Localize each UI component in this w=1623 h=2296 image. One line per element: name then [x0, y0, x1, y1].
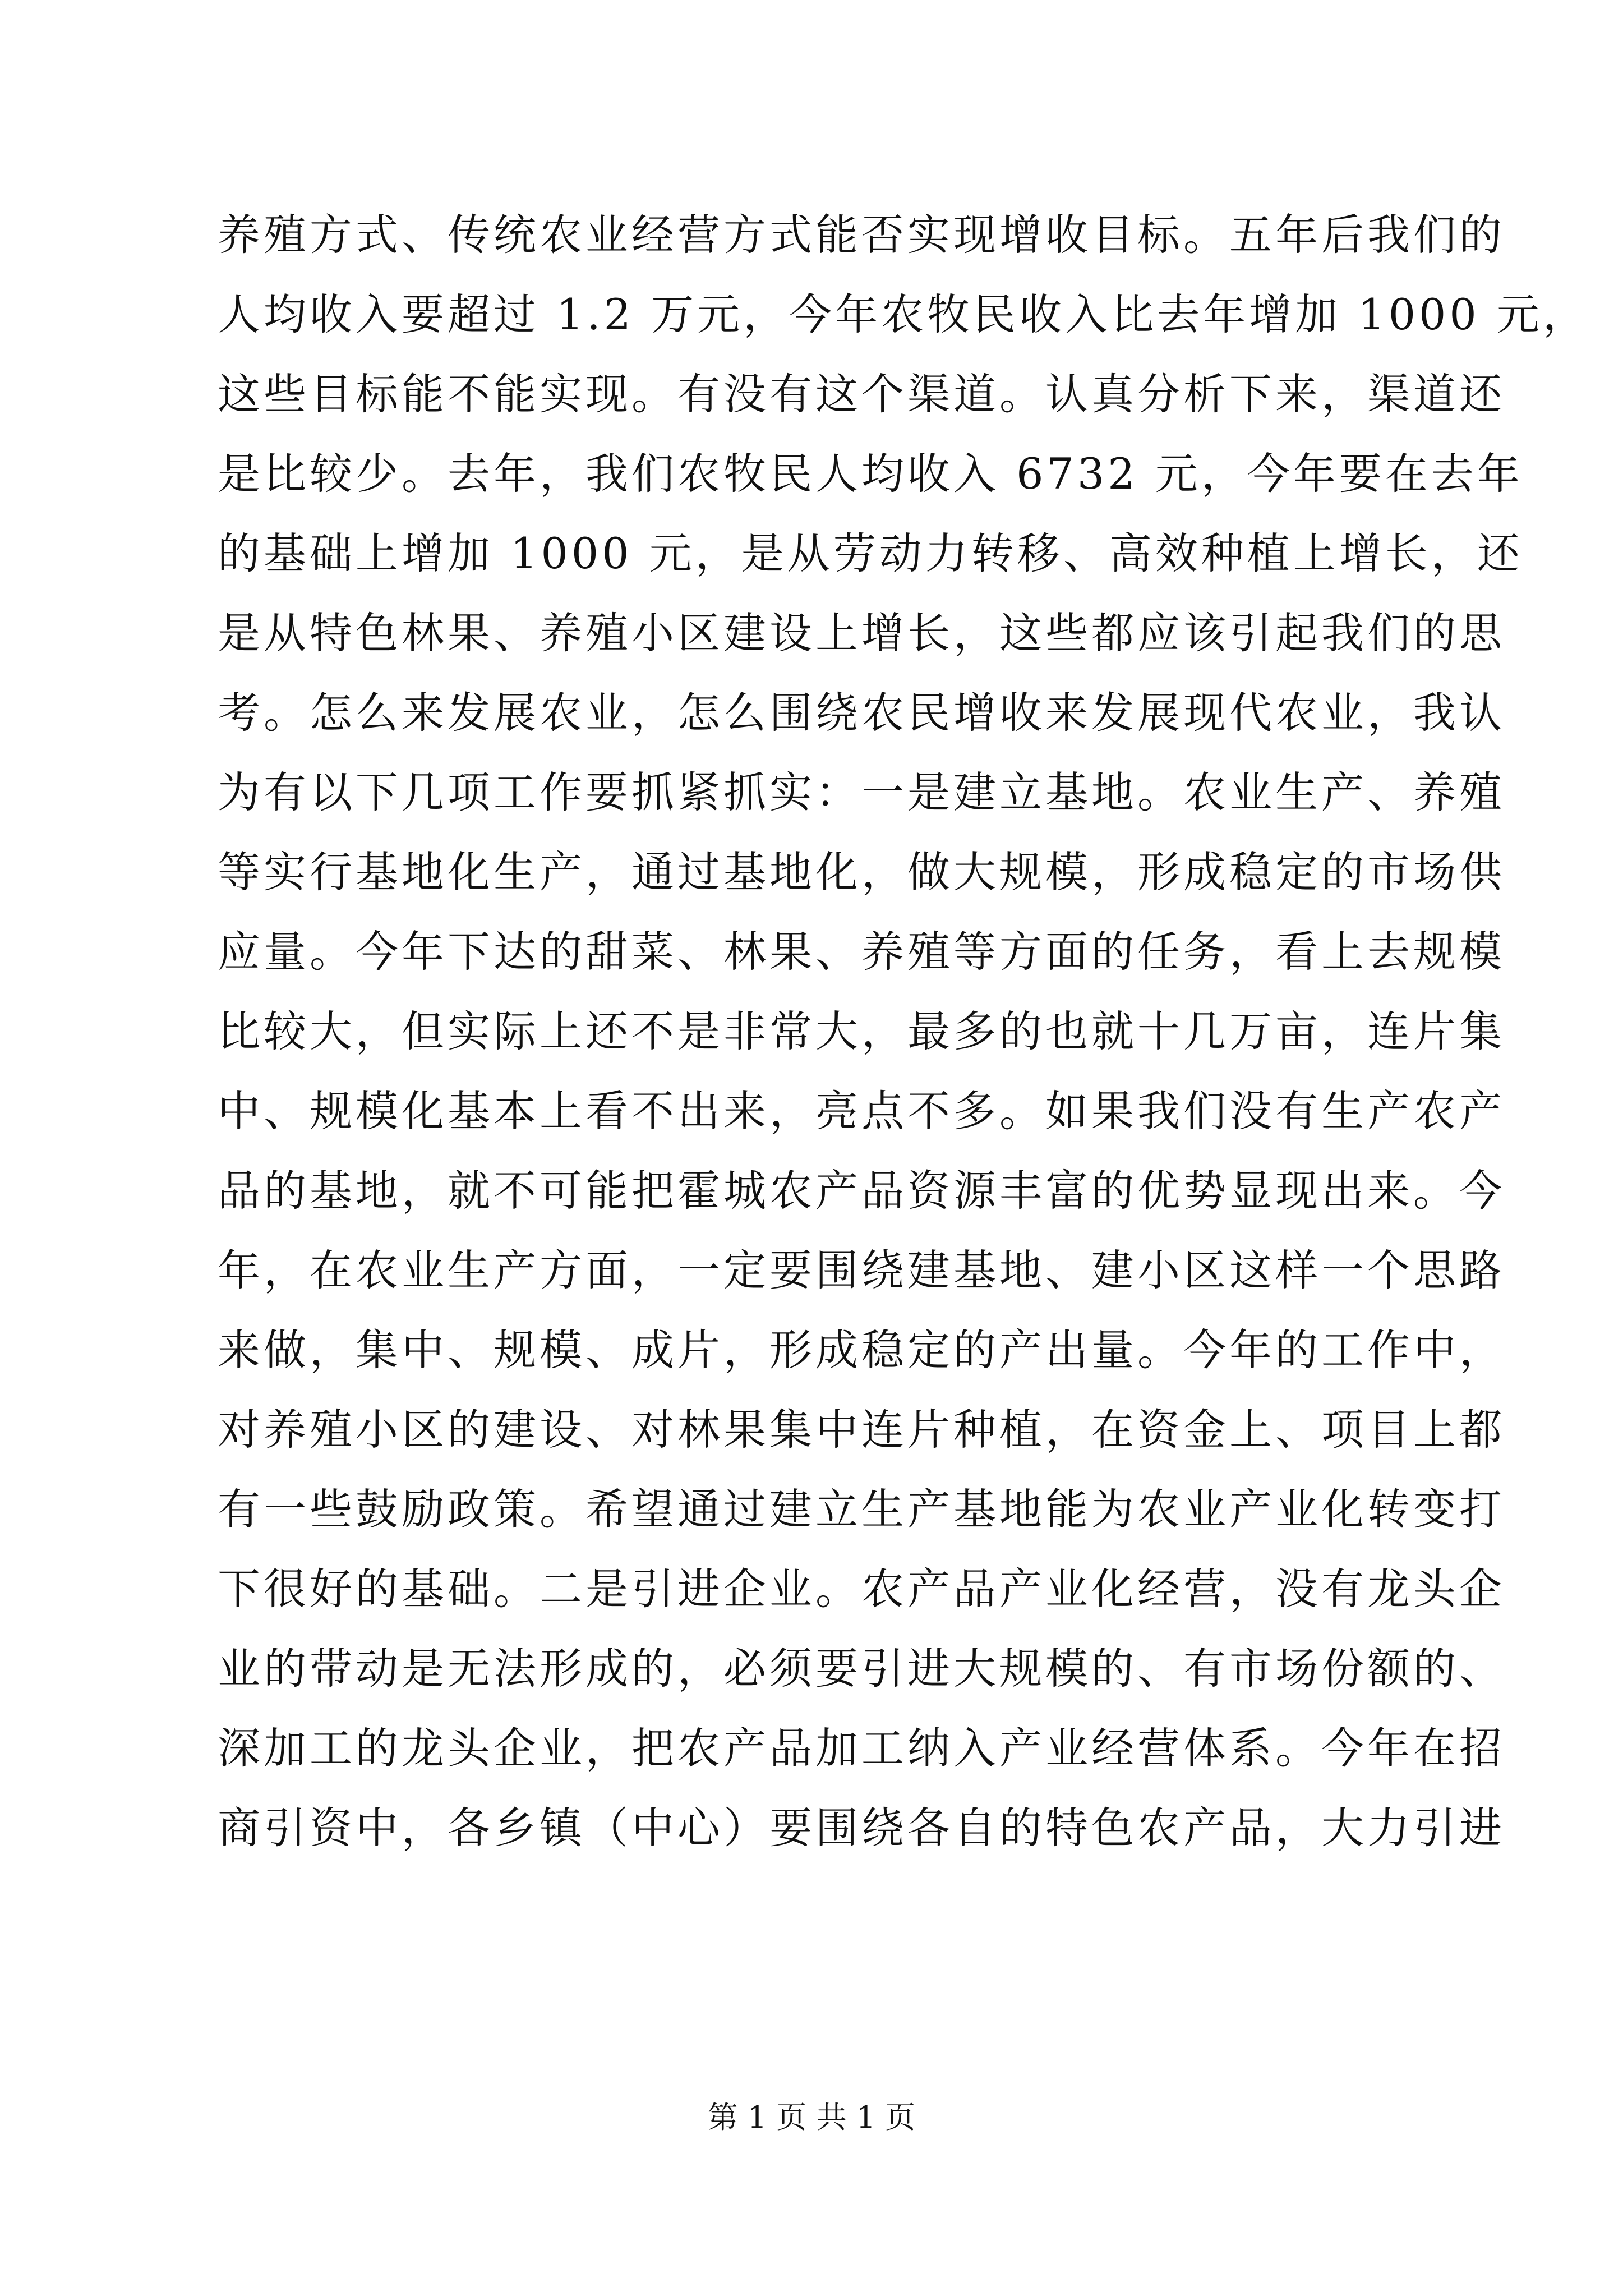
text-line: 的基础上增加 1000 元，是从劳动力转移、高效种植上增长，还: [218, 528, 1523, 578]
text-line: 业的带动是无法形成的，必须要引进大规模的、有市场份额的、: [218, 1644, 1505, 1694]
text-line: 是比较少。去年，我们农牧民人均收入 6732 元，今年要在去年: [218, 449, 1523, 499]
text-line: 品的基地，就不可能把霍城农产品资源丰富的优势显现出来。今: [218, 1166, 1505, 1216]
text-line: 是从特色林果、养殖小区建设上增长，这些都应该引起我们的思: [218, 608, 1505, 658]
text-line: 下很好的基础。二是引进企业。农产品产业化经营，没有龙头企: [218, 1564, 1505, 1614]
text-line: 等实行基地化生产，通过基地化，做大规模，形成稳定的市场供: [218, 847, 1505, 897]
text-line: 有一些鼓励政策。希望通过建立生产基地能为农业产业化转变打: [218, 1484, 1505, 1534]
text-line: 这些目标能不能实现。有没有这个渠道。认真分析下来，渠道还: [218, 369, 1505, 419]
text-line: 对养殖小区的建设、对林果集中连片种植，在资金上、项目上都: [218, 1405, 1505, 1455]
text-line: 比较大，但实际上还不是非常大，最多的也就十几万亩，连片集: [218, 1006, 1505, 1056]
text-line: 年，在农业生产方面，一定要围绕建基地、建小区这样一个思路: [218, 1245, 1505, 1295]
text-line: 为有以下几项工作要抓紧抓实：一是建立基地。农业生产、养殖: [218, 767, 1505, 817]
body-text: [218, 195, 1589, 1868]
text-line: 考。怎么来发展农业，怎么围绕农民增收来发展现代农业，我认: [218, 688, 1505, 738]
text-line: 人均收入要超过 1.2 万元，今年农牧民收入比去年增加 1000 元，: [218, 289, 1589, 339]
page-number-footer: 第 1 页 共 1 页: [707, 2100, 916, 2135]
text-line: 应量。今年下达的甜菜、林果、养殖等方面的任务，看上去规模: [218, 927, 1505, 977]
text-line: 中、规模化基本上看不出来，亮点不多。如果我们没有生产农产: [218, 1086, 1505, 1136]
text-line: 来做，集中、规模、成片，形成稳定的产出量。今年的工作中，: [218, 1325, 1505, 1375]
text-line: 商引资中，各乡镇（中心）要围绕各自的特色农产品，大力引进: [218, 1803, 1505, 1853]
text-line: 养殖方式、传统农业经营方式能否实现增收目标。五年后我们的: [218, 210, 1505, 260]
text-line: 深加工的龙头企业，把农产品加工纳入产业经营体系。今年在招: [218, 1723, 1505, 1773]
